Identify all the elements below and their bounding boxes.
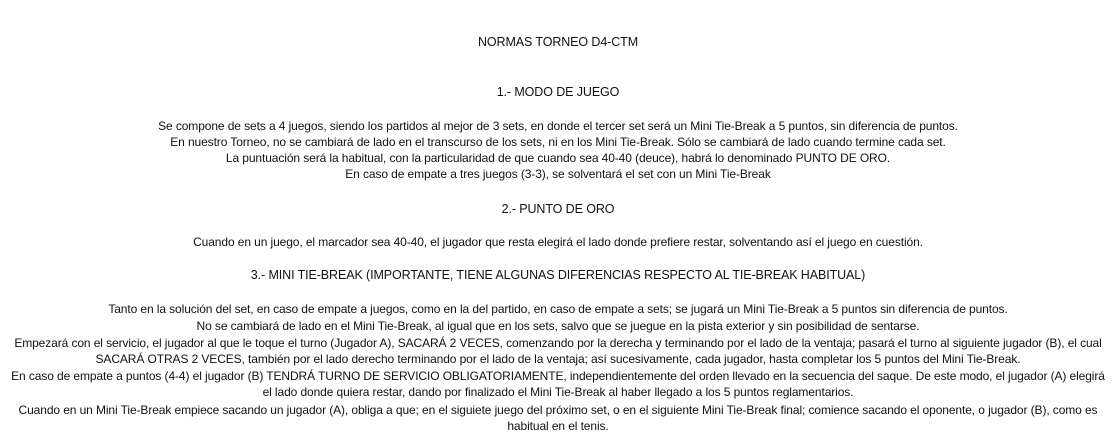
section-1-line-4: En caso de empate a tres juegos (3-3), se solventará el set con un Mini Tie-Break xyxy=(345,167,771,181)
section-3-line-2: No se cambiará de lado en el Mini Tie-Break, al igual que en los sets, salvo que se juegue en la pista exterior y sin posibilidad de sentarse. xyxy=(196,319,920,333)
section-3-line-4: SACARÁ OTRAS 2 VECES, también por el lado derecho terminando por el lado de la ventaja; así sucesivamente, cada jugador, hasta completar los 5 puntos del Mini Tie-Break. xyxy=(95,352,1021,366)
section-3-line-8: habitual en el tenis. xyxy=(507,419,609,433)
section-3-line-7: Cuando en un Mini Tie-Break empiece sacando un jugador (A), obliga a que; en el siguiete juego del próximo set, o en el siguiente Mini Tie-Break final; comience sacando el oponente, o jugador (B), como es xyxy=(18,403,1098,417)
section-1-line-3: La puntuación será la habitual, con la particularidad de que cuando sea 40-40 (deuce), habrá lo denominado PUNTO DE ORO. xyxy=(225,151,891,165)
section-1-line-1: Se compone de sets a 4 juegos, siendo los partidos al mejor de 3 sets, en donde el tercer set será un Mini Tie-Break a 5 puntos, sin diferencia de puntos. xyxy=(158,119,958,133)
section-3-heading: 3.- MINI TIE-BREAK (IMPORTANTE, TIENE ALGUNAS DIFERENCIAS RESPECTO AL TIE-BREAK HABITUAL) xyxy=(250,268,866,282)
section-3-line-6: el lado donde quiera restar, dando por finalizado el Mini Tie-Break al haber llegado a los 5 puntos reglamentarios. xyxy=(262,385,854,399)
section-3-line-1: Tanto en la solución del set, en caso de empate a juegos, como en la del partido, en caso de empate a sets; se jugará un Mini Tie-Break a 5 puntos sin diferencia de puntos. xyxy=(108,302,1008,316)
section-3-line-5: En caso de empate a puntos (4-4) el jugador (B) TENDRÁ TURNO DE SERVICIO OBLIGATORIAMENTE, independientemente del orden llevado en la secuencia del saque. De este modo, el jugador (A) elegirá xyxy=(11,369,1105,383)
section-2-heading: 2.- PUNTO DE ORO xyxy=(501,202,615,216)
section-2-line-1: Cuando en un juego, el marcador sea 40-40, el jugador que resta elegirá el lado donde prefiere restar, solventando así el juego en cuestión. xyxy=(193,235,923,249)
section-1-line-2: En nuestro Torneo, no se cambiará de lado en el transcurso de los sets, ni en los Mini Tie-Break. Sólo se cambiará de lado cuando termine cada set. xyxy=(170,135,946,149)
document-title: NORMAS TORNEO D4-CTM xyxy=(477,35,639,49)
section-1-heading: 1.- MODO DE JUEGO xyxy=(496,85,620,99)
section-3-line-3: Empezará con el servicio, el jugador al que le toque el turno (Jugador A), SACARÁ 2 VECES, comenzando por la derecha y terminando por el lado de la ventaja; pasará el turno al siguiente jugador (B), el cual xyxy=(14,336,1102,350)
